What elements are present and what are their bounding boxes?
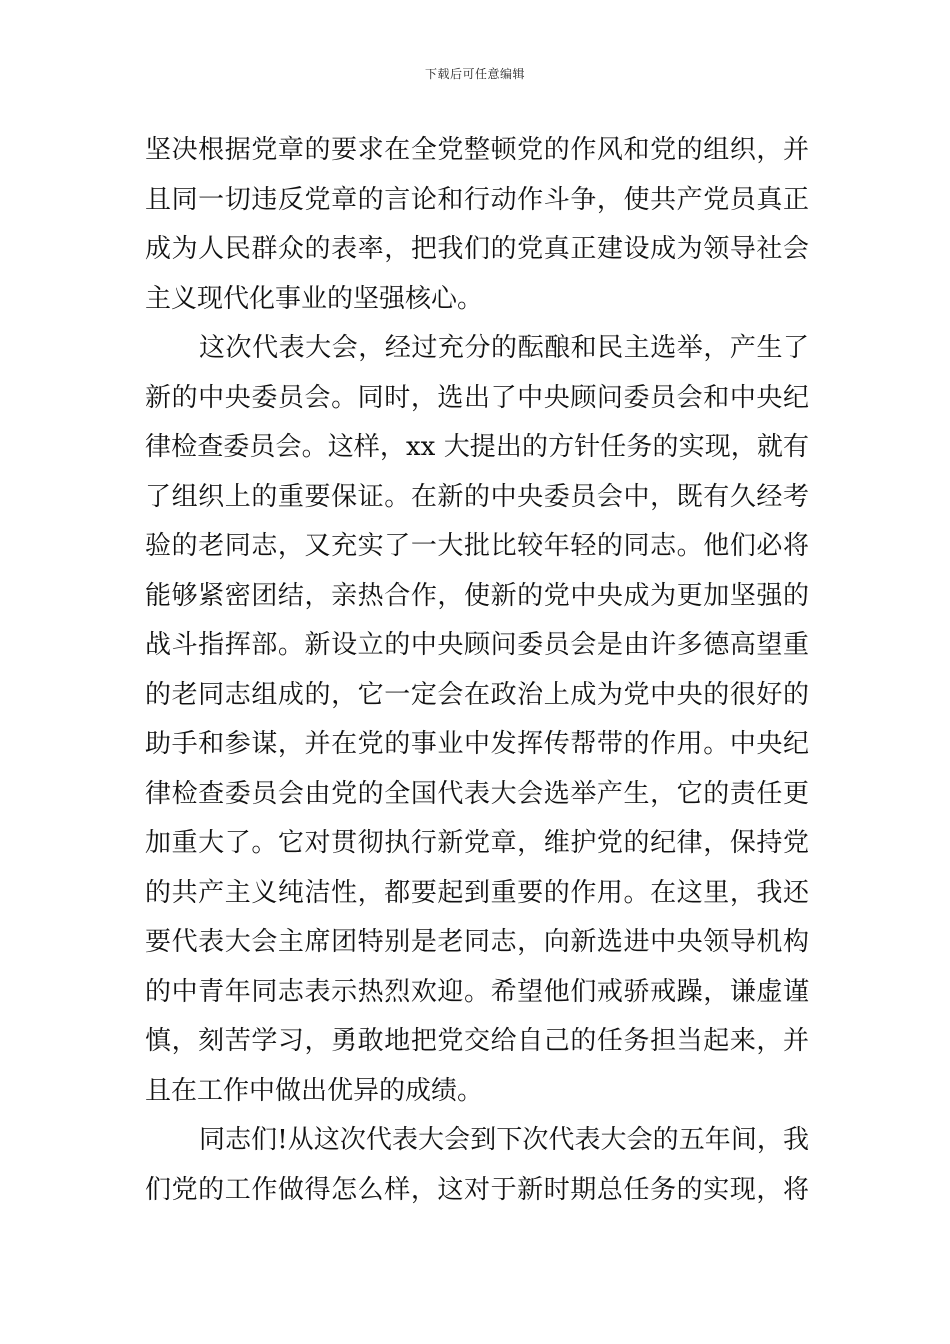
text-line: 验的老同志，又充实了一大批比较年轻的同志。他们必将 bbox=[145, 531, 809, 561]
text-line: 新的中央委员会。同时，选出了中央顾问委员会和中央纪 bbox=[145, 382, 809, 413]
text-line: 律检查委员会由党的全国代表大会选举产生，它的责任更 bbox=[145, 778, 809, 809]
text-line: 且同一切违反党章的言论和行动作斗争，使共产党员真正 bbox=[145, 184, 809, 215]
text-line: 的共产主义纯洁性，都要起到重要的作用。在这里，我还 bbox=[145, 877, 809, 908]
text-line: 要代表大会主席团特别是老同志，向新选进中央领导机构 bbox=[145, 927, 809, 957]
text-line: 律检查委员会。这样，xx 大提出的方针任务的实现，就有 bbox=[145, 432, 809, 462]
text-line: 成为人民群众的表率，把我们的党真正建设成为领导社会 bbox=[145, 234, 809, 264]
body-text bbox=[145, 126, 809, 1215]
text-line: 助手和参谋，并在党的事业中发挥传帮带的作用。中央纪 bbox=[145, 729, 809, 759]
text-line: 坚决根据党章的要求在全党整顿党的作风和党的组织，并 bbox=[145, 135, 809, 165]
text-line: 了组织上的重要保证。在新的中央委员会中，既有久经考 bbox=[145, 481, 809, 512]
text-line: 的中青年同志表示热烈欢迎。希望他们戒骄戒躁，谦虚谨 bbox=[145, 976, 809, 1007]
text-line: 且在工作中做出优异的成绩。 bbox=[145, 1075, 484, 1106]
text-line: 们党的工作做得怎么样，这对于新时期总任务的实现，将 bbox=[145, 1174, 809, 1205]
paragraph-first-line: 同志们!从这次代表大会到下次代表大会的五年间，我 bbox=[199, 1125, 809, 1155]
text-line: 主义现代化事业的坚强核心。 bbox=[145, 283, 484, 314]
paragraph-first-line: 这次代表大会，经过充分的酝酿和民主选举，产生了 bbox=[199, 333, 809, 363]
page-header: 下载后可任意编辑 bbox=[424, 67, 525, 81]
text-line: 能够紧密团结，亲热合作，使新的党中央成为更加坚强的 bbox=[145, 580, 809, 611]
text-line: 慎，刻苦学习，勇敢地把党交给自己的任务担当起来，并 bbox=[145, 1026, 809, 1056]
text-line: 战斗指挥部。新设立的中央顾问委员会是由许多德高望重 bbox=[145, 630, 809, 660]
text-line: 加重大了。它对贯彻执行新党章，维护党的纪律，保持党 bbox=[145, 828, 809, 858]
text-line: 的老同志组成的，它一定会在政治上成为党中央的很好的 bbox=[145, 679, 809, 710]
